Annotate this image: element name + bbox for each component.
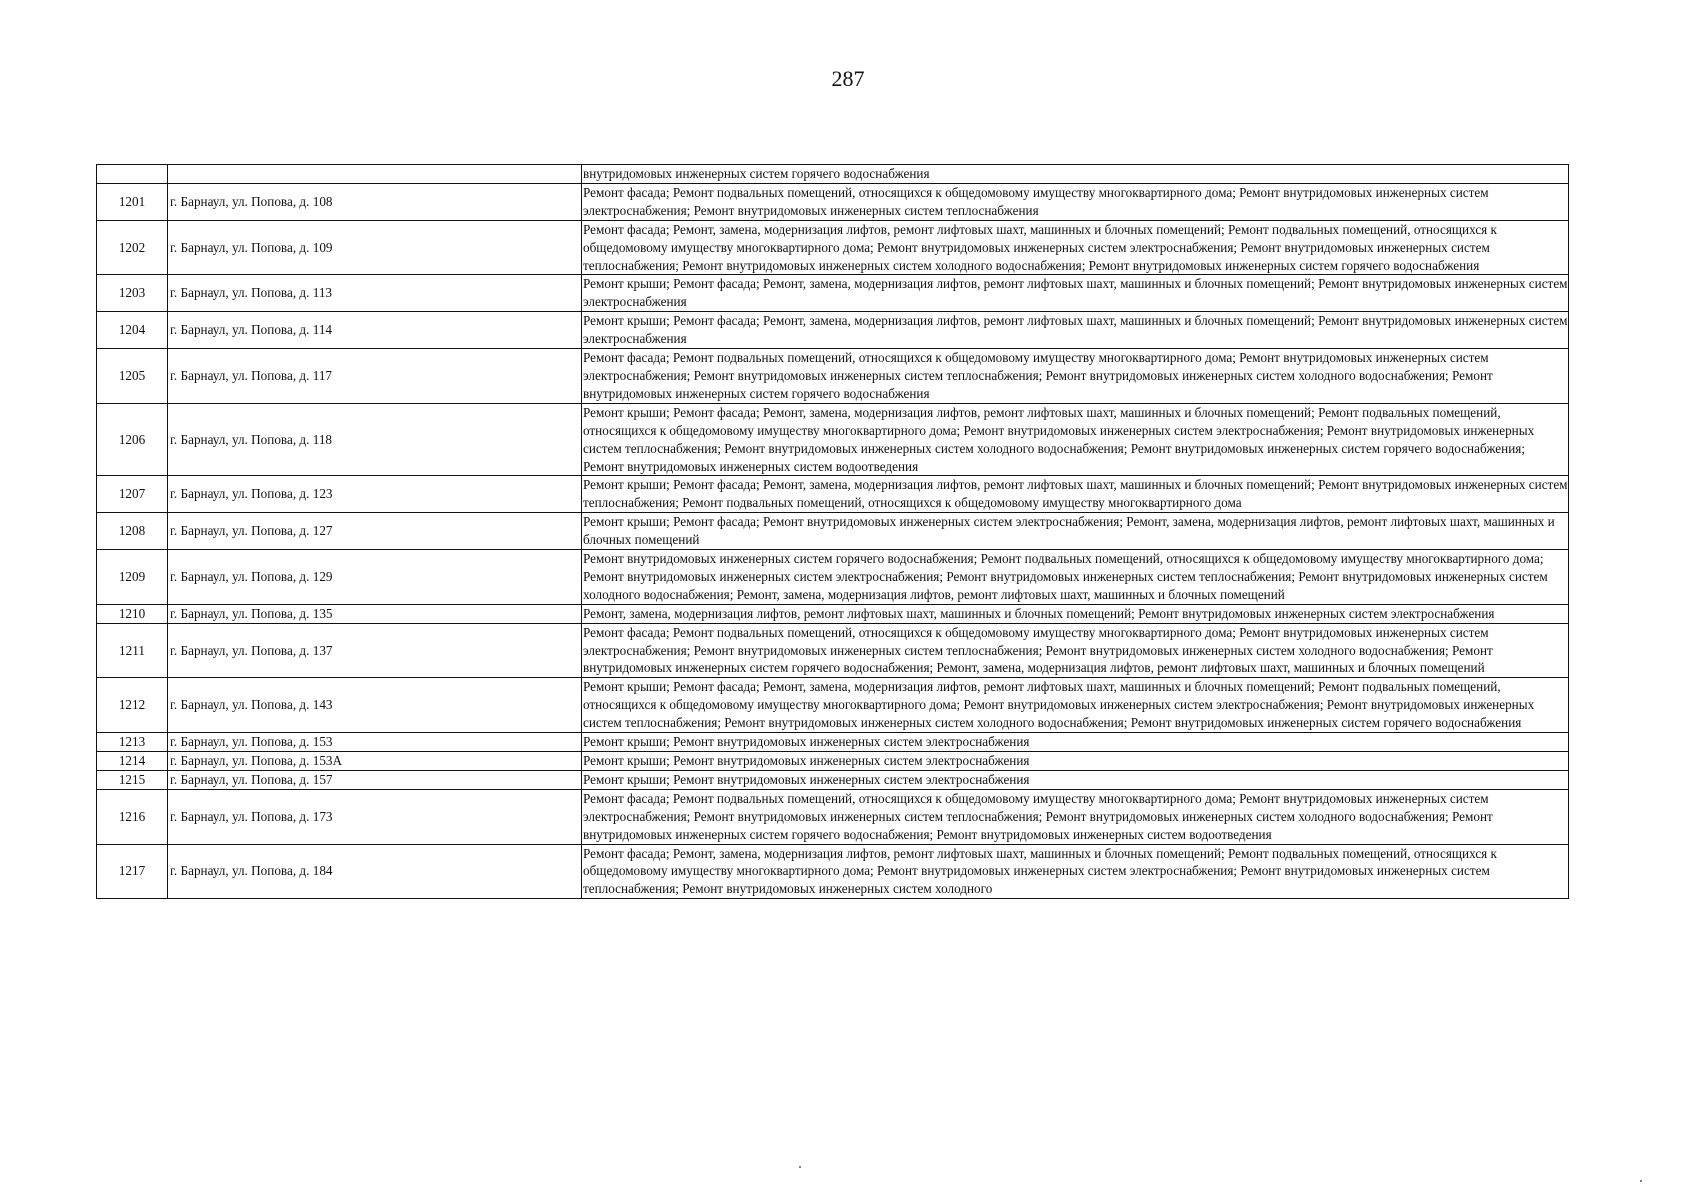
row-number: 1217 [97,844,168,899]
table-row [97,844,1569,899]
table-row [97,513,1569,550]
row-address: г. Барнаул, ул. Попова, д. 113 [168,275,582,312]
page-number: 287 [831,66,865,91]
row-address: г. Барнаул, ул. Попова, д. 123 [168,476,582,513]
row-address: г. Барнаул, ул. Попова, д. 109 [168,220,582,275]
table-body [97,165,1569,899]
row-address: г. Барнаул, ул. Попова, д. 129 [168,550,582,605]
table-row [97,678,1569,733]
row-number: 1201 [97,183,168,220]
row-address: г. Барнаул, ул. Попова, д. 118 [168,403,582,476]
row-works: Ремонт фасада; Ремонт подвальных помещений, относящихся к общедомовому имуществу многоквартирного дома; Ремонт внутридомовых инженерных систем электроснабжения; Ремонт внутридомовых инженерных систем теплоснабжения; Ремонт внутридомовых инженерных систем холодного водоснабжения; Ремонт внутридомовых инженерных систем горячего водоснабжения; Ремонт, замена, модернизация лифтов, ремонт лифтовых шахт, машинных и блочных помещений [582,623,1569,678]
row-address: г. Барнаул, ул. Попова, д. 114 [168,312,582,349]
row-number: 1203 [97,275,168,312]
table-row [97,183,1569,220]
row-address: г. Барнаул, ул. Попова, д. 143 [168,678,582,733]
row-address: г. Барнаул, ул. Попова, д. 137 [168,623,582,678]
row-address: г. Барнаул, ул. Попова, д. 173 [168,789,582,844]
row-works: Ремонт фасада; Ремонт, замена, модернизация лифтов, ремонт лифтовых шахт, машинных и блочных помещений; Ремонт подвальных помещений, относящихся к общедомовому имуществу многоквартирного дома; Ремонт внутридомовых инженерных систем электроснабжения; Ремонт внутридомовых инженерных систем теплоснабжения; Ремонт внутридомовых инженерных систем холодного [582,844,1569,899]
row-works: Ремонт крыши; Ремонт внутридомовых инженерных систем электроснабжения [582,752,1569,771]
row-address: г. Барнаул, ул. Попова, д. 127 [168,513,582,550]
row-works: Ремонт крыши; Ремонт фасада; Ремонт, замена, модернизация лифтов, ремонт лифтовых шахт, машинных и блочных помещений; Ремонт внутридомовых инженерных систем теплоснабжения; Ремонт подвальных помещений, относящихся к общедомовому имуществу многоквартирного дома [582,476,1569,513]
row-address: г. Барнаул, ул. Попова, д. 135 [168,604,582,623]
row-works: Ремонт крыши; Ремонт фасада; Ремонт, замена, модернизация лифтов, ремонт лифтовых шахт, машинных и блочных помещений; Ремонт внутридомовых инженерных систем электроснабжения [582,312,1569,349]
table-row [97,789,1569,844]
row-works: Ремонт крыши; Ремонт фасада; Ремонт, замена, модернизация лифтов, ремонт лифтовых шахт, машинных и блочных помещений; Ремонт подвальных помещений, относящихся к общедомовому имуществу многоквартирного дома; Ремонт внутридомовых инженерных систем электроснабжения; Ремонт внутридомовых инженерных систем теплоснабжения; Ремонт внутридомовых инженерных систем холодного водоснабжения; Ремонт внутридомовых инженерных систем горячего водоснабжения; Ремонт внутридомовых инженерных систем водоотведения [582,403,1569,476]
row-number: 1215 [97,770,168,789]
continuation-row [97,165,1569,184]
row-number: 1202 [97,220,168,275]
row-number: 1211 [97,623,168,678]
table-row [97,476,1569,513]
row-works: Ремонт фасада; Ремонт подвальных помещений, относящихся к общедомовому имуществу многоквартирного дома; Ремонт внутридомовых инженерных систем электроснабжения; Ремонт внутридомовых инженерных систем теплоснабжения; Ремонт внутридомовых инженерных систем холодного водоснабжения; Ремонт внутридомовых инженерных систем горячего водоснабжения [582,349,1569,404]
row-number: 1214 [97,752,168,771]
row-address: г. Барнаул, ул. Попова, д. 153 [168,733,582,752]
row-works: Ремонт внутридомовых инженерных систем горячего водоснабжения; Ремонт подвальных помещений, относящихся к общедомовому имуществу многоквартирного дома; Ремонт внутридомовых инженерных систем электроснабжения; Ремонт внутридомовых инженерных систем теплоснабжения; Ремонт внутридомовых инженерных систем холодного водоснабжения; Ремонт, замена, модернизация лифтов, ремонт лифтовых шахт, машинных и блочных помещений [582,550,1569,605]
row-address: г. Барнаул, ул. Попова, д. 184 [168,844,582,899]
row-address: г. Барнаул, ул. Попова, д. 117 [168,349,582,404]
table-row [97,275,1569,312]
row-number [97,165,168,184]
table-row [97,623,1569,678]
row-works: Ремонт фасада; Ремонт подвальных помещений, относящихся к общедомовому имуществу многоквартирного дома; Ремонт внутридомовых инженерных систем электроснабжения; Ремонт внутридомовых инженерных систем теплоснабжения; Ремонт внутридомовых инженерных систем холодного водоснабжения; Ремонт внутридомовых инженерных систем горячего водоснабжения; Ремонт внутридомовых инженерных систем водоотведения [582,789,1569,844]
row-works: Ремонт крыши; Ремонт фасада; Ремонт, замена, модернизация лифтов, ремонт лифтовых шахт, машинных и блочных помещений; Ремонт подвальных помещений, относящихся к общедомовому имуществу многоквартирного дома; Ремонт внутридомовых инженерных систем электроснабжения; Ремонт внутридомовых инженерных систем теплоснабжения; Ремонт внутридомовых инженерных систем холодного водоснабжения; Ремонт внутридомовых инженерных систем горячего водоснабжения [582,678,1569,733]
row-works: внутридомовых инженерных систем горячего водоснабжения [582,165,1569,184]
table-row [97,770,1569,789]
row-address: г. Барнаул, ул. Попова, д. 153А [168,752,582,771]
row-number: 1213 [97,733,168,752]
row-works: Ремонт, замена, модернизация лифтов, ремонт лифтовых шахт, машинных и блочных помещений; Ремонт внутридомовых инженерных систем электроснабжения [582,604,1569,623]
row-number: 1212 [97,678,168,733]
scan-speck [1640,1180,1642,1182]
row-works: Ремонт фасада; Ремонт, замена, модернизация лифтов, ремонт лифтовых шахт, машинных и блочных помещений; Ремонт подвальных помещений, относящихся к общедомовому имуществу многоквартирного дома; Ремонт внутридомовых инженерных систем электроснабжения; Ремонт внутридомовых инженерных систем теплоснабжения; Ремонт внутридомовых инженерных систем холодного водоснабжения; Ремонт внутридомовых инженерных систем горячего водоснабжения [582,220,1569,275]
row-works: Ремонт крыши; Ремонт фасада; Ремонт, замена, модернизация лифтов, ремонт лифтовых шахт, машинных и блочных помещений; Ремонт внутридомовых инженерных систем электроснабжения [582,275,1569,312]
scan-speck [799,1166,801,1168]
row-number: 1205 [97,349,168,404]
table-row [97,550,1569,605]
row-works: Ремонт фасада; Ремонт подвальных помещений, относящихся к общедомовому имуществу многоквартирного дома; Ремонт внутридомовых инженерных систем электроснабжения; Ремонт внутридомовых инженерных систем теплоснабжения [582,183,1569,220]
row-works: Ремонт крыши; Ремонт фасада; Ремонт внутридомовых инженерных систем электроснабжения; Ремонт, замена, модернизация лифтов, ремонт лифтовых шахт, машинных и блочных помещений [582,513,1569,550]
row-works: Ремонт крыши; Ремонт внутридомовых инженерных систем электроснабжения [582,733,1569,752]
table-row [97,312,1569,349]
row-number: 1206 [97,403,168,476]
row-works: Ремонт крыши; Ремонт внутридомовых инженерных систем электроснабжения [582,770,1569,789]
row-address: г. Барнаул, ул. Попова, д. 108 [168,183,582,220]
row-number: 1209 [97,550,168,605]
row-number: 1207 [97,476,168,513]
table-row [97,733,1569,752]
table-row [97,403,1569,476]
repair-schedule-table [96,164,1569,899]
row-number: 1210 [97,604,168,623]
row-address [168,165,582,184]
table-row [97,604,1569,623]
row-number: 1208 [97,513,168,550]
row-address: г. Барнаул, ул. Попова, д. 157 [168,770,582,789]
row-number: 1216 [97,789,168,844]
row-number: 1204 [97,312,168,349]
table-row [97,220,1569,275]
table-row [97,349,1569,404]
table-row [97,752,1569,771]
